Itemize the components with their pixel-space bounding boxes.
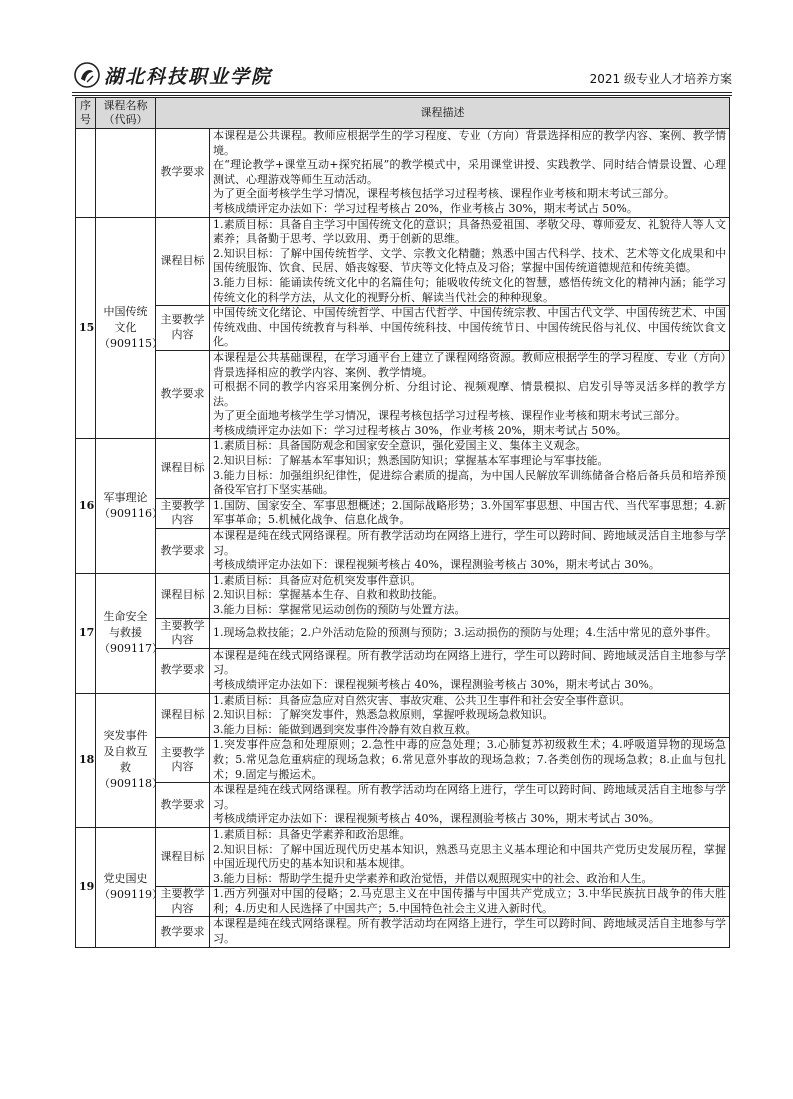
school-name: 湖北科技职业学院 (104, 66, 273, 88)
table-header-row (76, 98, 730, 129)
requirement-line: 为了更全面地考核学生学习情况，课程考核包括学习过程考核、课程作业考核和期末考试三部分。 (213, 409, 686, 423)
requirements-text (210, 783, 730, 828)
goal-line: 1.素质目标：具备应急应对自然灾害、事故灾难、公共卫生事件和社会安全事件意识。 (213, 693, 631, 707)
requirement-line: 本课程是公共课程。教师应根据学生的学习程度、专业（方向）背景选择相应的教学内容、案例、教学情境。 (213, 129, 726, 157)
table-row (76, 738, 730, 783)
course-code: （909116） (99, 507, 163, 521)
table-body (76, 129, 730, 948)
course-name (96, 693, 163, 827)
course-name (96, 827, 163, 947)
requirements-label: 教学要求 (156, 648, 210, 693)
content-label: 主要教学内容 (156, 306, 210, 351)
course-title: 党史国史 (103, 872, 148, 886)
requirement-line: 本课程是纯在线式网络课程。所有教学活动均在网络上进行，学生可以跨时间、跨地域灵活自主地参与学习。 (213, 917, 726, 946)
goal-line: 2.知识目标：了解突发事件，熟悉急救原则，掌握呼救现场急救知识。 (213, 708, 554, 722)
requirements-text (210, 648, 730, 693)
table-row (76, 217, 730, 306)
requirement-line: 本课程是纯在线式网络课程。所有教学活动均在网络上进行，学生可以跨时间、跨地域灵活自主地参与学习。 (213, 529, 726, 557)
goal-line: 3.能力目标：掌握常见运动创伤的预防与处置方法。 (213, 603, 466, 616)
goal-line: 2.知识目标：了解基本军事知识；熟悉国防知识；掌握基本军事理论与军事技能。 (213, 454, 609, 468)
header-rule (72, 92, 732, 93)
plan-title: 2021 级专业人才培养方案 (589, 72, 732, 86)
requirement-line: 考核成绩评定办法如下：课程视频考核占 40%，课程测验考核占 30%，期末考试占 30%。 (213, 558, 660, 572)
content-text: 1.突发事件应急和处理原则；2.急性中毒的应急处理；3.心肺复苏初级救生术；4.呼吸道异物的现场急救；5.常见急危重病症的现场急救；6.常见意外事故的现场急救；7.各类创伤的现场急救；8.止血与包扎术；9.固定与搬运术。 (210, 738, 730, 783)
goal-text (210, 217, 730, 306)
table-row (76, 887, 730, 917)
requirements-text (210, 350, 730, 439)
requirement-line: 考核成绩评定办法如下：课程视频考核占 40%，课程测验考核占 30%，期末考试占 30%。 (213, 812, 660, 826)
content-text: 1.西方列强对中国的侵略；2.马克思主义在中国传播与中国共产党成立；3.中华民族抗日战争的伟大胜利；4.历史和人民选择了中国共产；5.中国特色社会主义进入新时代。 (210, 887, 730, 917)
school-logo-icon (74, 62, 100, 88)
content-label: 主要教学内容 (156, 498, 210, 528)
requirement-line: 在“理论教学+课堂互动+探究拓展”的教学模式中，采用课堂讲授、实践教学、同时结合情景设置、心理测试、心理游戏等师生互动活动。 (213, 158, 726, 186)
course-number: 18 (76, 693, 96, 827)
goal-label: 课程目标 (156, 217, 210, 306)
goal-text (210, 439, 730, 498)
goal-line: 1.素质目标：具备史学素养和政治思维。 (213, 827, 411, 841)
goal-line: 3.能力目标：能诵读传统文化中的名篇佳句；能吸收传统文化的智慧，感悟传统文化的精神内涵；能学习传统文化的科学方法，从文化的视野分析、解读当代社会的种种现象。 (213, 275, 726, 304)
table-row (76, 648, 730, 693)
course-title: 军事理论 (103, 491, 148, 505)
goal-label: 课程目标 (156, 827, 210, 886)
goal-line: 3.能力目标：帮助学生提升史学素养和政治觉悟，并借以观照现实中的社会、政治和人生。 (213, 871, 653, 885)
seq-cell (76, 129, 96, 218)
requirement-line: 考核成绩评定办法如下：学习过程考核占 20%，作业考核占 30%，期末考试占 50%。 (213, 201, 638, 215)
table-row (76, 783, 730, 828)
goal-line: 1.素质目标：具备国防观念和国家安全意识，强化爱国主义、集体主义观念。 (213, 439, 587, 453)
content-text: 中国传统文化绪论、中国传统哲学、中国古代哲学、中国传统宗教、中国古代文学、中国传统艺术、中国传统戏曲、中国传统教育与科举、中国传统科技、中国传统节日、中国传统民俗与礼仪、中国传统饮食文化。 (210, 306, 730, 351)
goal-label: 课程目标 (156, 693, 210, 738)
content-label: 主要教学内容 (156, 618, 210, 648)
page-header (72, 60, 732, 92)
header-course-name: 课程名称（代码） (96, 98, 156, 129)
course-number: 19 (76, 827, 96, 947)
table-row (76, 618, 730, 648)
header-rule-thin (72, 95, 732, 96)
course-table (75, 97, 730, 948)
goal-line: 2.知识目标：掌握基本生存、自救和救助技能。 (213, 588, 444, 602)
course-title: 中国传统文化 (103, 305, 148, 335)
goal-line: 3.能力目标：加强组织纪律性，促进综合素质的提高，为中国人民解放军训练储备合格后备兵员和培养预备役军官打下坚实基础。 (213, 468, 726, 497)
requirement-line: 本课程是纯在线式网络课程。所有教学活动均在网络上进行，学生可以跨时间、跨地域灵活自主地参与学习。 (213, 648, 726, 677)
requirement-line: 可根据不同的教学内容采用案例分析、分组讨论、视频观摩、情景模拟、启发引导等灵活多样的教学方法。 (213, 380, 726, 408)
requirement-line: 为了更全面考核学生学习情况，课程考核包括学习过程考核、课程作业考核和期末考试三部分。 (213, 187, 675, 201)
content-text: 1.国防、国家安全、军事思想概述；2.国际战略形势；3.外国军事思想、中国古代、当代军事思想；4.新军事革命；5.机械化战争、信息化战争。 (210, 498, 730, 528)
requirements-label: 教学要求 (156, 917, 210, 947)
goal-line: 1.素质目标：具备应对危机突发事件意识。 (213, 573, 422, 587)
header-description: 课程描述 (156, 98, 730, 129)
requirements-text (210, 917, 730, 947)
requirements-label: 教学要求 (156, 529, 210, 574)
course-code: （909115） (99, 337, 163, 351)
table-row (76, 350, 730, 439)
course-number: 15 (76, 217, 96, 439)
requirements-text (210, 129, 730, 218)
course-name (96, 439, 163, 573)
requirements-text (210, 529, 730, 574)
goal-text (210, 693, 730, 738)
requirement-line: 本课程是纯在线式网络课程。所有教学活动均在网络上进行，学生可以跨时间、跨地域灵活自主地参与学习。 (213, 783, 726, 811)
goal-text (210, 827, 730, 886)
course-code: （909118） (99, 777, 163, 791)
name-cell (96, 129, 156, 218)
content-label: 主要教学内容 (156, 738, 210, 783)
course-code: （909119） (99, 888, 163, 902)
goal-line: 2.知识目标：了解中国近现代历史基本知识，熟悉马克思主义基本理论和中国共产党历史发展历程，掌握中国近现代历史的基本知识和基本规律。 (213, 842, 726, 871)
course-title: 生命安全与救援 (103, 610, 148, 640)
table-row (76, 306, 730, 351)
goal-line: 3.能力目标：能做到遇到突发事件冷静有效自救互救。 (213, 722, 477, 736)
goal-line: 1.素质目标：具备自主学习中国传统文化的意识；具备热爱祖国、孝敬父母、尊师爱友、礼貌待人等人文素养；具备勤于思考、学以致用、勇于创新的思维。 (213, 217, 726, 246)
table-row (76, 129, 730, 218)
course-number: 17 (76, 573, 96, 693)
course-name (96, 573, 163, 693)
requirement-line: 本课程是公共基础课程，在学习通平台上建立了课程网络资源。教师应根据学生的学习程度、专业（方向）背景选择相应的教学内容、案例、教学情境。 (213, 350, 726, 379)
table-row (76, 827, 730, 886)
sub-label: 教学要求 (156, 129, 210, 218)
content-label: 主要教学内容 (156, 887, 210, 917)
course-title: 突发事件及自救互救 (103, 729, 148, 775)
course-number: 16 (76, 439, 96, 573)
table-row (76, 693, 730, 738)
goal-label: 课程目标 (156, 573, 210, 618)
goal-label: 课程目标 (156, 439, 210, 498)
goal-line: 2.知识目标：了解中国传统哲学、文学、宗教文化精髓；熟悉中国古代科学、技术、艺术等文化成果和中国传统服饰、饮食、民居、婚丧嫁娶、节庆等文化特点及习俗；掌握中国传统道德规范和传统美德。 (213, 246, 726, 275)
table-row (76, 529, 730, 574)
course-code: （909117） (99, 642, 163, 656)
requirement-line: 考核成绩评定办法如下：课程视频考核占 40%，课程测验考核占 30%，期末考试占 30%。 (213, 677, 660, 691)
requirements-label: 教学要求 (156, 350, 210, 439)
header-seq: 序号 (76, 98, 96, 129)
goal-text (210, 573, 730, 618)
table-row (76, 917, 730, 947)
table-row (76, 498, 730, 528)
requirements-label: 教学要求 (156, 783, 210, 828)
requirement-line: 考核成绩评定办法如下：学习过程考核占 30%，作业考核 20%，期末考试占 50%。 (213, 423, 627, 437)
content-text: 1.现场急救技能；2.户外活动危险的预测与预防；3.运动损伤的预防与处理；4.生活中常见的意外事件。 (210, 618, 730, 648)
table-row (76, 573, 730, 618)
course-name (96, 217, 163, 439)
table-row (76, 439, 730, 498)
